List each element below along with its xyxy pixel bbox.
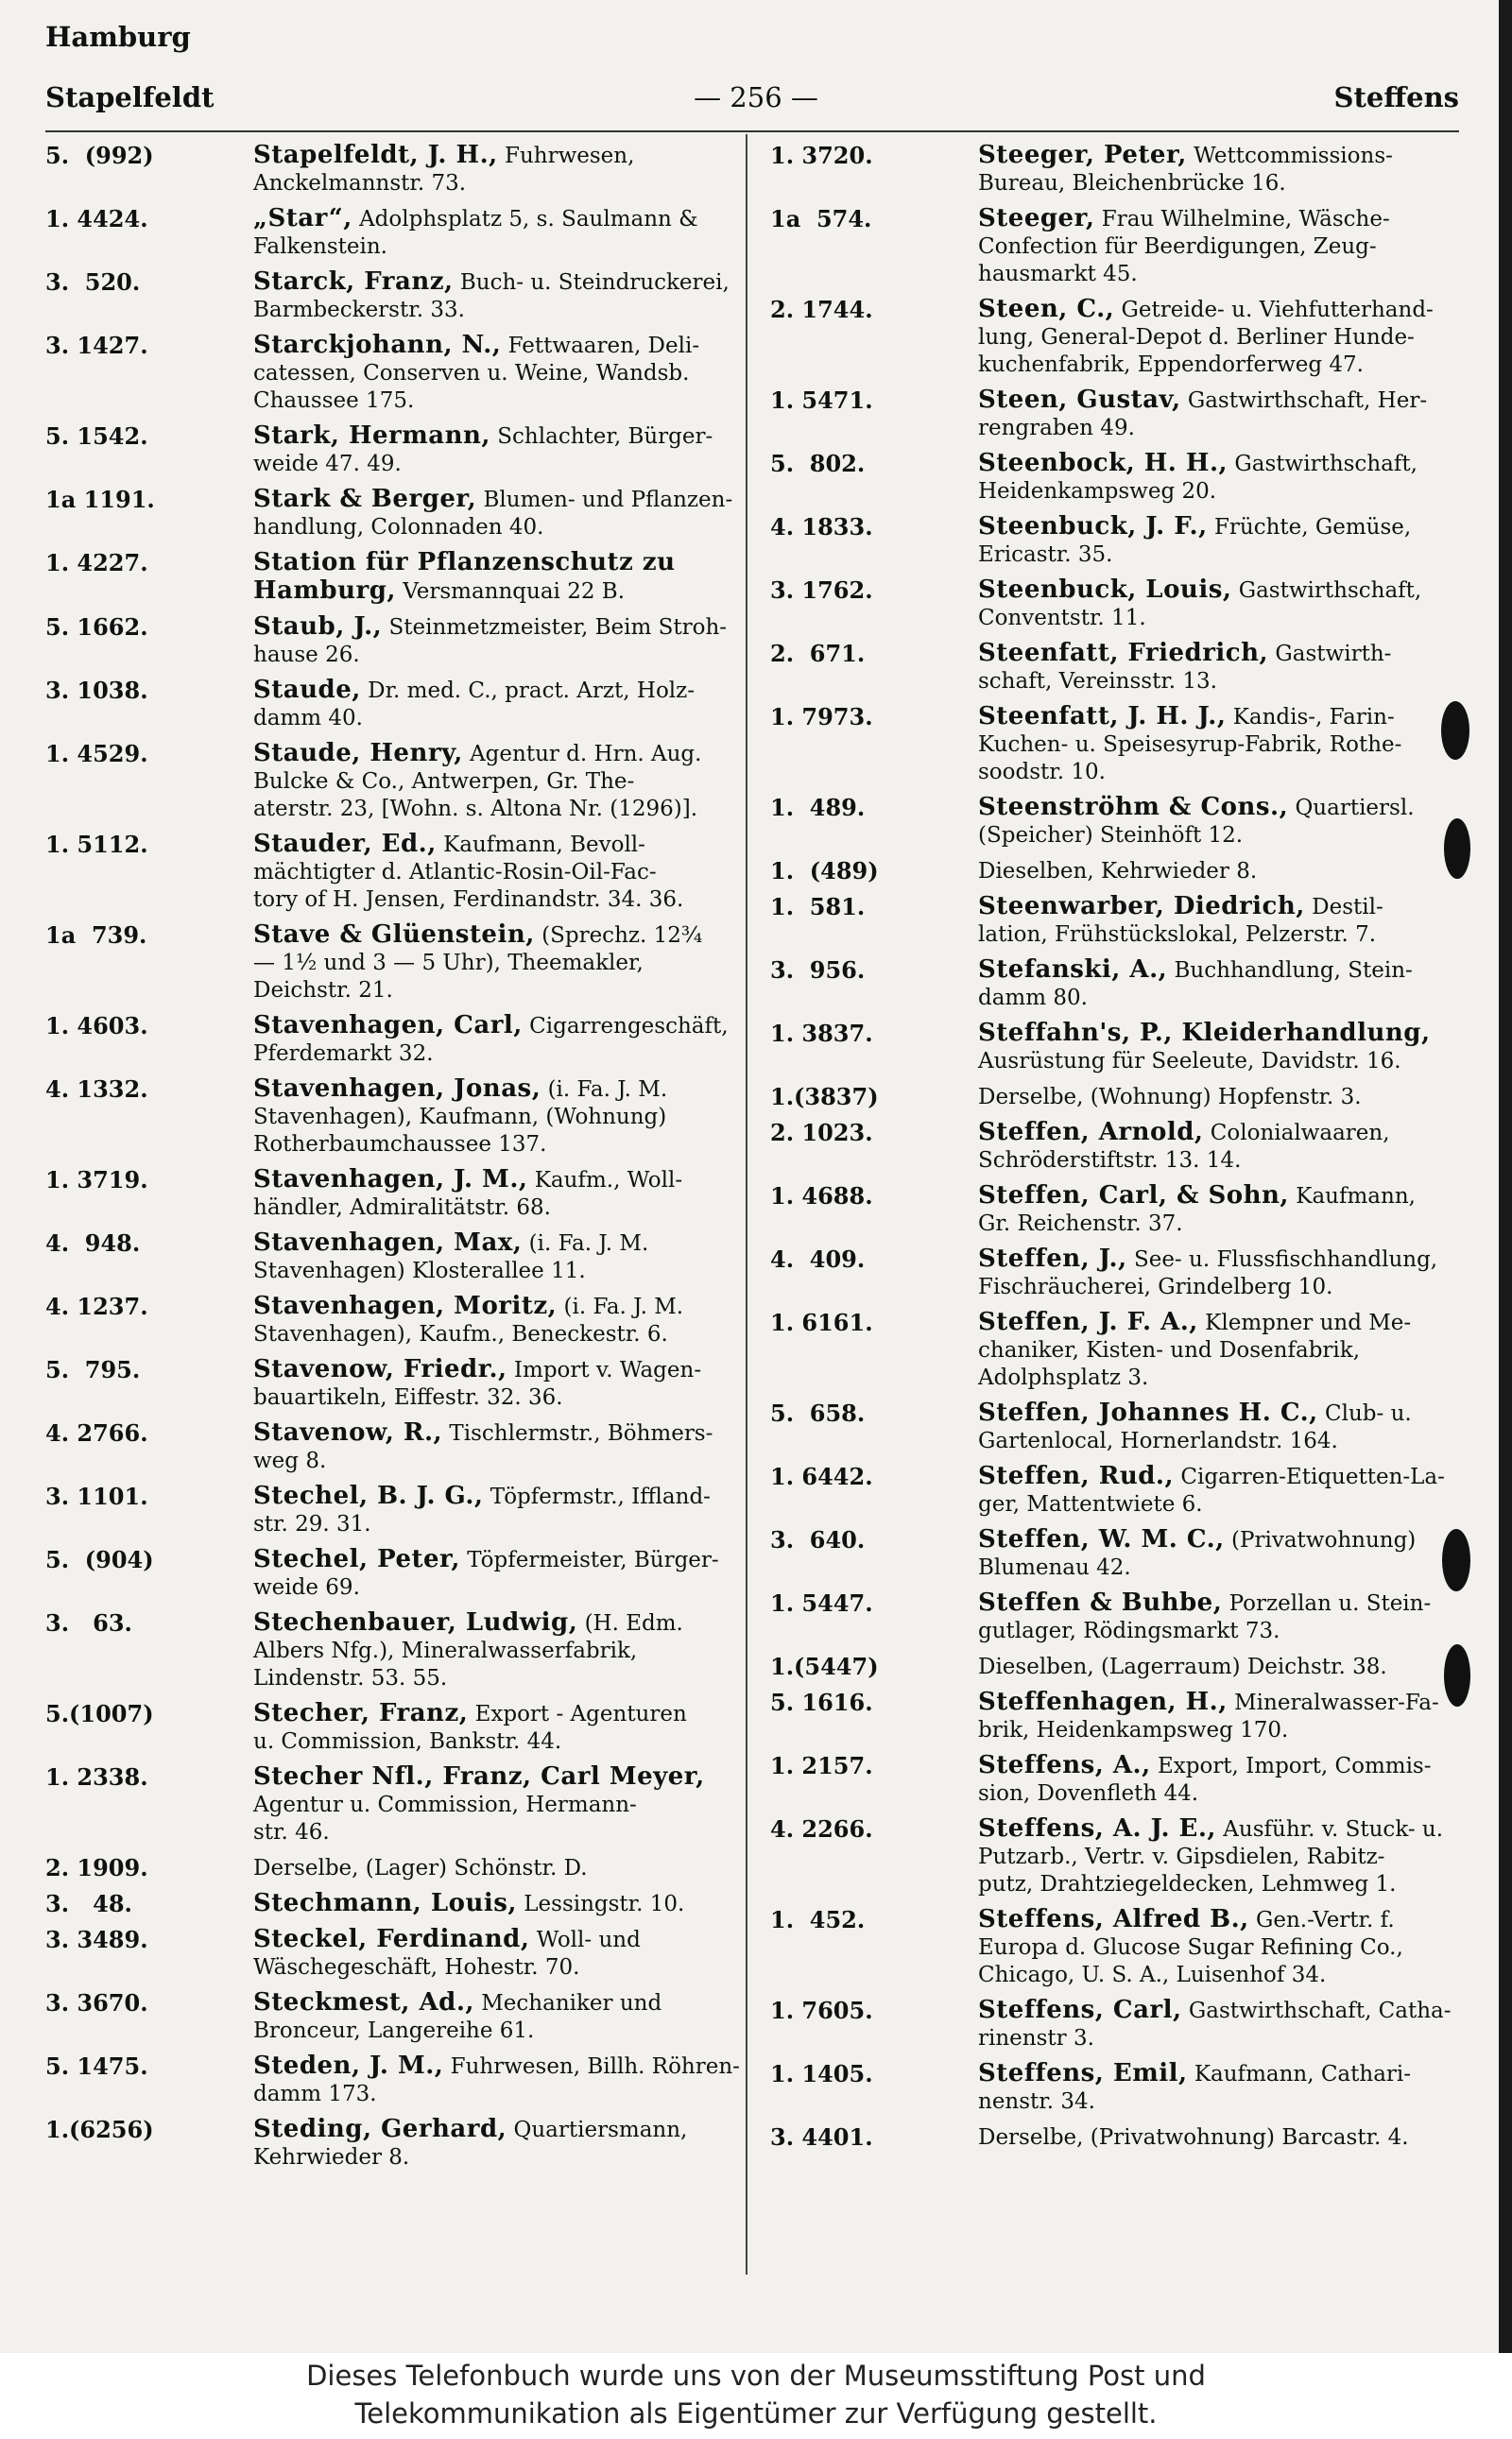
phone-number: 1. 3837. [770, 1020, 873, 1047]
directory-entry [45, 422, 740, 478]
subscriber-details: Destil- lation, Frühstückslokal, Pelzerstr. 7. [978, 895, 1383, 947]
directory-entry [770, 1182, 1465, 1238]
directory-entry [45, 1890, 740, 1918]
phone-number: 4. 1833. [770, 513, 873, 541]
phone-number: 1. 7973. [770, 703, 873, 730]
subscriber-details: Fuhrwesen, Billh. Röhren- damm 173. [253, 2054, 740, 2106]
subscriber-name: Steffen, Arnold, [978, 1118, 1204, 1146]
subscriber-details: Import v. Wagen- bauartikeln, Eiffestr. 32. 36. [253, 1358, 702, 1410]
subscriber-details: Ausführ. v. Stuck- u. Putzarb., Vertr. v. Gipsdielen, Rabitz- putz, Drahtziegeldecken, Lehmweg 1. [978, 1817, 1444, 1897]
subscriber-details: Töpfermstr., Iffland- str. 29. 31. [253, 1485, 711, 1537]
phone-number: 5. 1616. [770, 1689, 873, 1716]
phone-number: 5. 1475. [45, 2053, 148, 2080]
directory-entry [45, 549, 740, 606]
subscriber-details: Blumen- und Pflanzen- handlung, Colonnaden 40. [253, 488, 733, 540]
phone-number: 3. 956. [770, 956, 866, 984]
phone-number: 3. 1038. [45, 677, 148, 704]
phone-number: 4. 409. [770, 1245, 866, 1273]
subscriber-name: Stecher Nfl., Franz, Carl Meyer, [253, 1762, 705, 1791]
subscriber-details: (i. Fa. J. M. Stavenhagen), Kaufm., Beneckestr. 6. [253, 1295, 684, 1347]
phone-number: 1. 4424. [45, 205, 148, 232]
phone-number: 1. 2157. [770, 1752, 873, 1779]
subscriber-details: Gen.-Vertr. f. Europa d. Glucose Sugar Refining Co., Chicago, U. S. A., Luisenhof 34. [978, 1908, 1403, 1987]
phone-number: 1. 1405. [770, 2060, 873, 2087]
directory-entry [770, 640, 1465, 696]
directory-entry [770, 2123, 1465, 2152]
subscriber-name: Steenfatt, Friedrich, [978, 639, 1269, 667]
subscriber-details: Klempner und Me- chaniker, Kisten- und Dosenfabrik, Adolphsplatz 3. [978, 1311, 1412, 1390]
subscriber-name: Stechmann, Louis, [253, 1889, 517, 1917]
subscriber-name: Steden, J. M., [253, 2052, 444, 2080]
subscriber-details: Fettwaaren, Deli- catessen, Conserven u. Weine, Wandsb. Chaussee 175. [253, 334, 700, 413]
phone-number: 1. 4227. [45, 549, 148, 576]
subscriber-name: Steffens, A., [978, 1751, 1151, 1779]
footer-notice [0, 2353, 1512, 2439]
phone-number: 1a 1191. [45, 486, 155, 513]
directory-entry [770, 205, 1465, 288]
subscriber-details: Ausrüstung für Seeleute, Davidstr. 16. [978, 1049, 1401, 1074]
subscriber-name: Steen, C., [978, 295, 1115, 323]
subscriber-name: Stavenhagen, J. M., [253, 1165, 528, 1194]
subscriber-details: Kaufmann, Gr. Reichenstr. 37. [978, 1184, 1416, 1236]
directory-entry [770, 1400, 1465, 1455]
subscriber-details: (H. Edm. Albers Nfg.), Mineralwasserfabrik, Lindenstr. 53. 55. [253, 1611, 683, 1691]
subscriber-name: Steenfatt, J. H. J., [978, 702, 1227, 730]
directory-entry [45, 677, 740, 732]
subscriber-details: Quartiersl. (Speicher) Steinhöft 12. [978, 796, 1415, 848]
phone-number: 3. 48. [45, 1890, 132, 1917]
phone-number: 1a 739. [45, 921, 147, 949]
directory-entry [770, 450, 1465, 506]
subscriber-details: Buchhandlung, Stein- damm 80. [978, 958, 1413, 1010]
phone-number: 1. 2338. [45, 1763, 148, 1791]
directory-entry [45, 1989, 740, 2045]
phone-number: 1.(5447) [770, 1653, 879, 1680]
phone-number: 3. 1762. [770, 576, 873, 604]
directory-entry [45, 613, 740, 669]
phone-number: 5. (904) [45, 1546, 154, 1573]
subscriber-name: Steffen, Rud., [978, 1462, 1175, 1490]
directory-entry [770, 142, 1465, 198]
phone-number: 3. 3670. [45, 1989, 148, 2017]
phone-number: 3. 3489. [45, 1926, 148, 1953]
phone-number: 4. 1332. [45, 1075, 148, 1103]
phone-number: 1. 581. [770, 893, 866, 920]
directory-entry [45, 1483, 740, 1538]
directory-entry [770, 1653, 1465, 1681]
subscriber-details: Fuhrwesen, Anckelmannstr. 73. [253, 144, 635, 196]
directory-entry [770, 794, 1465, 850]
subscriber-name: Steding, Gerhard, [253, 2115, 507, 2143]
phone-number: 1a 574. [770, 205, 872, 232]
phone-number: 2. 1909. [45, 1854, 148, 1881]
directory-entry [45, 2116, 740, 2172]
phone-number: 1. 5112. [45, 831, 148, 858]
subscriber-name: Steffen, Johannes H. C., [978, 1399, 1318, 1427]
subscriber-details: Cigarren-Etiquetten-La- ger, Mattentwiete 6. [978, 1465, 1445, 1517]
subscriber-name: Stauder, Ed., [253, 830, 437, 858]
subscriber-details: Porzellan u. Stein- gutlager, Rödingsmarkt 73. [978, 1591, 1432, 1643]
subscriber-details: (Privatwohnung) Blumenau 42. [978, 1528, 1417, 1580]
subscriber-details: (Sprechz. 12¾ — 1½ und 3 — 5 Uhr), Theemakler, Deichstr. 21. [253, 923, 703, 1003]
subscriber-details: Buch- u. Steindruckerei, Barmbeckerstr. 33. [253, 270, 730, 322]
directory-entry [45, 1926, 740, 1982]
subscriber-details: Adolphsplatz 5, s. Saulmann & Falkenstein. [253, 207, 698, 259]
subscriber-details: Dieselben, Kehrwieder 8. [978, 859, 1258, 884]
subscriber-name: Steenbuck, Louis, [978, 575, 1232, 604]
subscriber-name: Stark, Hermann, [253, 421, 490, 450]
phone-number: 1. 3719. [45, 1166, 148, 1194]
directory-entry [770, 703, 1465, 786]
phone-number: 5.(1007) [45, 1700, 154, 1727]
directory-entry [770, 857, 1465, 885]
phone-number: 3. 63. [45, 1609, 132, 1637]
phone-number: 1. 5447. [770, 1589, 873, 1617]
subscriber-details: Export, Import, Commis- sion, Dovenfleth 44. [978, 1754, 1432, 1806]
subscriber-name: Starck, Franz, [253, 267, 454, 296]
subscriber-name: Stechel, B. J. G., [253, 1482, 484, 1510]
phone-number: 3. 640. [770, 1526, 866, 1554]
subscriber-details: Mechaniker und Bronceur, Langereihe 61. [253, 1991, 662, 2043]
directory-entry [770, 1020, 1465, 1075]
subscriber-name: Staude, [253, 676, 361, 704]
directory-entry [45, 1356, 740, 1412]
subscriber-name: Steffen, Carl, & Sohn, [978, 1181, 1289, 1210]
subscriber-name: Starckjohann, N., [253, 331, 502, 359]
subscriber-name: Steffens, Emil, [978, 2059, 1188, 2087]
phone-number: 1. 6161. [770, 1309, 873, 1336]
directory-entry [770, 1752, 1465, 1808]
directory-entry [770, 576, 1465, 632]
phone-number: 3. 520. [45, 268, 141, 296]
phone-number: 4. 2266. [770, 1815, 873, 1843]
directory-entry [45, 1546, 740, 1602]
directory-entry [45, 1166, 740, 1222]
subscriber-name: Steffahn's, P., Kleiderhandlung, [978, 1019, 1431, 1047]
phone-number: 1. 489. [770, 794, 866, 821]
directory-entry [770, 1245, 1465, 1301]
directory-entry [45, 2053, 740, 2108]
subscriber-name: Steffens, Carl, [978, 1996, 1182, 2024]
subscriber-details: Gastwirthschaft, Heidenkampsweg 20. [978, 452, 1418, 504]
directory-entry [45, 1700, 740, 1756]
directory-entry [45, 1419, 740, 1475]
directory-entry [45, 921, 740, 1005]
page-number: — 256 — [694, 81, 818, 113]
subscriber-details: Wettcommissions- Bureau, Bleichenbrücke 16. [978, 144, 1393, 196]
subscriber-name: Station für Pflanzenschutz zu Hamburg, [253, 548, 676, 605]
subscriber-details: Derselbe, (Privatwohnung) Barcastr. 4. [978, 2125, 1409, 2150]
directory-entry [45, 486, 740, 541]
phone-number: 1. 4603. [45, 1012, 148, 1039]
phone-number: 1.(6256) [45, 2116, 154, 2143]
phone-number: 3. 1427. [45, 332, 148, 359]
directory-entry [770, 1309, 1465, 1392]
subscriber-name: Stechel, Peter, [253, 1545, 460, 1573]
subscriber-name: Stavenow, R., [253, 1418, 443, 1447]
subscriber-name: Stavenhagen, Jonas, [253, 1074, 541, 1103]
directory-entry [770, 956, 1465, 1012]
header-rule [45, 130, 1459, 132]
subscriber-details: Woll- und Wäschegeschäft, Hohestr. 70. [253, 1928, 641, 1980]
directory-entry [45, 1075, 740, 1159]
directory-entry [45, 1229, 740, 1285]
phone-number: 1. 3720. [770, 142, 873, 169]
subscriber-details: Versmannquai 22 B. [403, 579, 626, 604]
subscriber-name: Steenwarber, Diedrich, [978, 892, 1305, 920]
subscriber-details: Getreide- u. Viehfutterhand- lung, General-Depot d. Berliner Hunde- kuchenfabrik, Eppendorferweg 47. [978, 298, 1434, 377]
subscriber-details: Agentur u. Commission, Hermann- str. 46. [253, 1793, 637, 1845]
subscriber-name: Steenströhm & Cons., [978, 793, 1289, 821]
header-first-entry: Stapelfeldt [45, 81, 215, 113]
subscriber-details: Kaufm., Woll- händler, Admiralitätstr. 68. [253, 1168, 683, 1220]
phone-number: 3. 4401. [770, 2123, 873, 2151]
phone-number: 1. (489) [770, 857, 879, 885]
directory-entry [770, 296, 1465, 379]
directory-entry [770, 1589, 1465, 1645]
subscriber-name: Steeger, Peter, [978, 141, 1187, 169]
directory-entry [770, 1689, 1465, 1744]
subscriber-details: Dr. med. C., pract. Arzt, Holz- damm 40. [253, 678, 696, 730]
directory-entry [45, 205, 740, 261]
subscriber-details: Dieselben, (Lagerraum) Deichstr. 38. [978, 1655, 1387, 1679]
phone-number: 4. 2766. [45, 1419, 148, 1447]
subscriber-details: Agentur d. Hrn. Aug. Bulcke & Co., Antwerpen, Gr. The- aterstr. 23, [Wohn. s. Altona Nr. (1296)]. [253, 742, 702, 821]
subscriber-name: Staub, J., [253, 612, 383, 641]
phone-number: 5. 795. [45, 1356, 141, 1383]
directory-entry [45, 1854, 740, 1882]
subscriber-details: Export - Agenturen u. Commission, Bankstr. 44. [253, 1702, 687, 1754]
phone-number: 2. 1023. [770, 1119, 873, 1146]
right-column [770, 142, 1465, 2159]
column-divider [746, 134, 747, 2275]
subscriber-name: Steffen & Buhbe, [978, 1589, 1223, 1617]
subscriber-details: Früchte, Gemüse, Ericastr. 35. [978, 515, 1412, 567]
subscriber-name: Stave & Glüenstein, [253, 920, 535, 949]
header-last-entry: Steffens [1333, 81, 1459, 113]
subscriber-name: Steffen, J., [978, 1245, 1127, 1273]
phone-number: 5. 802. [770, 450, 866, 477]
subscriber-details: Gastwirth- schaft, Vereinsstr. 13. [978, 642, 1392, 694]
phone-number: 5. 658. [770, 1400, 866, 1427]
subscriber-name: Steckmest, Ad., [253, 1988, 474, 2017]
directory-entry [45, 142, 740, 198]
subscriber-name: Steffen, J. F. A., [978, 1308, 1198, 1336]
subscriber-name: Steeger, [978, 204, 1095, 232]
subscriber-name: „Star“, [253, 204, 352, 232]
subscriber-details: Tischlermstr., Böhmers- weg 8. [253, 1421, 713, 1473]
phone-number: 5. 1662. [45, 613, 148, 641]
subscriber-details: Cigarrengeschäft, Pferdemarkt 32. [253, 1014, 729, 1066]
subscriber-details: Kandis-, Farin- Kuchen- u. Speisesyrup-Fabrik, Rothe- soodstr. 10. [978, 705, 1402, 784]
subscriber-details: Derselbe, (Lager) Schönstr. D. [253, 1856, 588, 1881]
directory-entry [45, 1293, 740, 1348]
subscriber-name: Stecher, Franz, [253, 1699, 469, 1727]
phone-number: 1. 5471. [770, 386, 873, 414]
phone-number: 1. 4688. [770, 1182, 873, 1210]
directory-entry [770, 1997, 1465, 2053]
subscriber-name: Stefanski, A., [978, 955, 1168, 984]
subscriber-name: Steenbuck, J. F., [978, 512, 1208, 541]
directory-entry [45, 831, 740, 914]
phone-number: 1. 452. [770, 1906, 866, 1933]
subscriber-details: Töpfermeister, Bürger- weide 69. [253, 1548, 719, 1600]
phone-number: 1. 7605. [770, 1997, 873, 2024]
subscriber-name: Stark & Berger, [253, 485, 477, 513]
subscriber-details: (i. Fa. J. M. Stavenhagen), Kaufmann, (Wohnung) Rotherbaumchaussee 137. [253, 1077, 668, 1157]
directory-entry [770, 2060, 1465, 2116]
subscriber-details: Gastwirthschaft, Conventstr. 11. [978, 578, 1422, 630]
subscriber-details: Mineralwasser-Fa- brik, Heidenkampsweg 170. [978, 1691, 1439, 1743]
subscriber-name: Steen, Gustav, [978, 386, 1181, 414]
subscriber-name: Staude, Henry, [253, 739, 463, 767]
directory-entry [770, 1526, 1465, 1582]
directory-entry [45, 1012, 740, 1068]
subscriber-details: Club- u. Gartenlocal, Hornerlandstr. 164. [978, 1401, 1412, 1453]
footer-line-2: Telekommunikation als Eigentümer zur Verfügung gestellt. [354, 2397, 1158, 2430]
phone-number: 2. 671. [770, 640, 866, 667]
city-title: Hamburg [45, 21, 191, 53]
directory-entry [770, 1906, 1465, 1989]
left-column [45, 142, 740, 2179]
subscriber-name: Stavenhagen, Max, [253, 1228, 523, 1257]
subscriber-details: Lessingstr. 10. [524, 1892, 685, 1916]
subscriber-name: Steffen, W. M. C., [978, 1525, 1225, 1554]
subscriber-name: Steffens, A. J. E., [978, 1814, 1216, 1843]
directory-entry [770, 1119, 1465, 1175]
directory-entry [770, 513, 1465, 569]
page-edge [1499, 0, 1512, 2353]
phone-number: 1.(3837) [770, 1083, 879, 1110]
subscriber-name: Steffenhagen, H., [978, 1688, 1228, 1716]
subscriber-details: Frau Wilhelmine, Wäsche- Confection für Beerdigungen, Zeug- hausmarkt 45. [978, 207, 1390, 286]
subscriber-name: Stapelfeldt, J. H., [253, 141, 498, 169]
directory-entry [770, 893, 1465, 949]
subscriber-details: Derselbe, (Wohnung) Hopfenstr. 3. [978, 1085, 1362, 1109]
directory-entry [45, 1763, 740, 1846]
subscriber-name: Stechenbauer, Ludwig, [253, 1608, 578, 1637]
directory-entry [45, 740, 740, 823]
directory-entry [770, 1463, 1465, 1519]
subscriber-name: Steckel, Ferdinand, [253, 1925, 530, 1953]
subscriber-details: Gastwirthschaft, Her- rengraben 49. [978, 388, 1428, 440]
subscriber-details: Kaufmann, Cathari- nenstr. 34. [978, 2062, 1412, 2114]
directory-entry [45, 332, 740, 415]
phone-number: 2. 1744. [770, 296, 873, 323]
subscriber-name: Stavenhagen, Carl, [253, 1011, 523, 1039]
subscriber-details: Schlachter, Bürger- weide 47. 49. [253, 424, 713, 476]
subscriber-details: Colonialwaaren, Schröderstiftstr. 13. 14. [978, 1121, 1390, 1173]
subscriber-name: Steenbock, H. H., [978, 449, 1228, 477]
directory-entry [45, 268, 740, 324]
subscriber-details: (i. Fa. J. M. Stavenhagen) Klosterallee 11. [253, 1231, 649, 1283]
directory-entry [45, 1609, 740, 1692]
directory-entry [770, 386, 1465, 442]
phone-number: 1. 4529. [45, 740, 148, 767]
phone-number: 3. 1101. [45, 1483, 148, 1510]
subscriber-details: Kaufmann, Bevoll- mächtigter d. Atlantic-Rosin-Oil-Fac- tory of H. Jensen, Ferdinandstr. 34. 36. [253, 833, 684, 912]
subscriber-name: Stavenhagen, Moritz, [253, 1292, 558, 1320]
directory-entry [770, 1083, 1465, 1111]
subscriber-details: See- u. Flussfischhandlung, Fischräucherei, Grindelberg 10. [978, 1247, 1438, 1299]
subscriber-name: Stavenow, Friedr., [253, 1355, 507, 1383]
phone-number: 5. (992) [45, 142, 154, 169]
phone-number: 4. 948. [45, 1229, 141, 1257]
phone-number: 1. 6442. [770, 1463, 873, 1490]
subscriber-details: Gastwirthschaft, Catha- rinenstr 3. [978, 1999, 1452, 2051]
footer-line-1: Dieses Telefonbuch wurde uns von der Museumsstiftung Post und [306, 2360, 1206, 2392]
phone-number: 4. 1237. [45, 1293, 148, 1320]
directory-entry [770, 1815, 1465, 1898]
subscriber-details: Quartiersmann, Kehrwieder 8. [253, 2118, 688, 2170]
subscriber-details: Steinmetzmeister, Beim Stroh- hause 26. [253, 615, 728, 667]
phone-number: 5. 1542. [45, 422, 148, 450]
subscriber-name: Steffens, Alfred B., [978, 1905, 1249, 1933]
